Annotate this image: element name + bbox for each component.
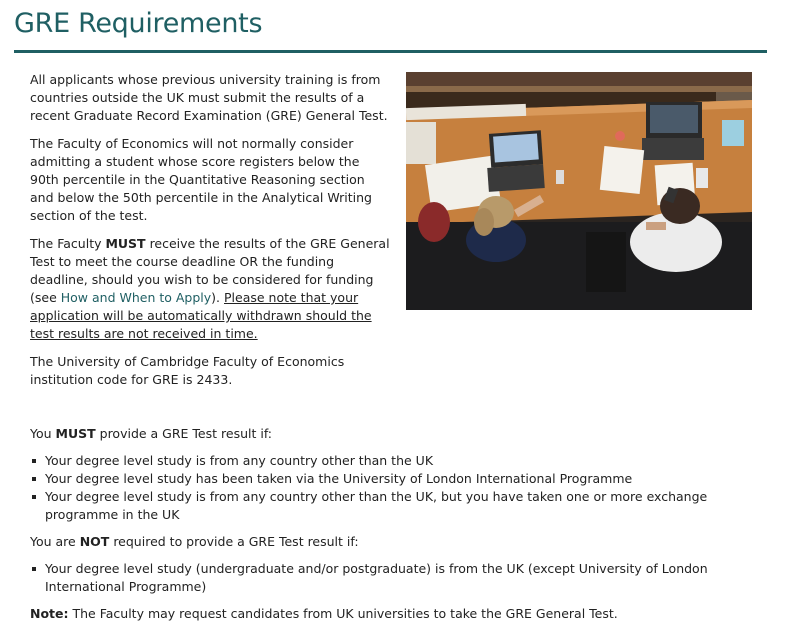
- intro-paragraph-3: [30, 235, 390, 343]
- note-text: The Faculty may request candidates from UK universities to take the GRE General Test.: [68, 606, 618, 621]
- intro-paragraph-2: The Faculty of Economics will not normally consider admitting a student whose score registers below the 90th percentile in the Quantitative Reasoning section and below the 50th percentile in the Analytical Writing section of the test.: [30, 136, 372, 223]
- must-list: [30, 452, 710, 524]
- must-lead: [30, 425, 710, 443]
- bullet-icon: [32, 567, 36, 571]
- withdrawal-warning: Please note that your application will be automatically withdrawn should the test results are not received in time.: [30, 290, 372, 341]
- must-lead-prefix: You: [30, 426, 56, 441]
- note-paragraph: [30, 605, 710, 623]
- not-lead-prefix: You are: [30, 534, 80, 549]
- title-divider: [14, 50, 767, 53]
- students-studying-photo: [406, 72, 752, 310]
- intro-paragraph-1: All applicants whose previous university training is from countries outside the UK must submit the results of a recent Graduate Record Examination (GRE) General Test.: [30, 72, 388, 123]
- not-required-lead: [30, 533, 710, 551]
- must-lead-suffix: provide a GRE Test result if:: [95, 426, 272, 441]
- p3-middle: receive the results of the GRE General Test to meet the course deadline OR the funding deadline, should you wish to be considered for funding (see: [30, 236, 390, 305]
- p3-after-link: ).: [211, 290, 224, 305]
- bullet-icon: [32, 477, 36, 481]
- requirements-section: [30, 425, 710, 632]
- bullet-icon: [32, 459, 36, 463]
- must-emphasis: MUST: [55, 426, 96, 441]
- must-item-text: Your degree level study is from any country other than the UK: [45, 453, 434, 468]
- not-lead-suffix: required to provide a GRE Test result if:: [109, 534, 359, 549]
- must-item-text: Your degree level study has been taken via the University of London International Programme: [45, 471, 633, 486]
- page-title: GRE Requirements: [14, 8, 263, 39]
- not-required-list: [30, 560, 710, 596]
- intro-paragraph-4: The University of Cambridge Faculty of Economics institution code for GRE is 2433.: [30, 354, 345, 387]
- photo-illustration: [406, 72, 752, 310]
- list-item: [30, 560, 710, 596]
- list-item: [30, 452, 710, 470]
- bullet-icon: [32, 495, 36, 499]
- list-item: [30, 488, 710, 524]
- not-emphasis: NOT: [79, 534, 110, 549]
- not-item-text: Your degree level study (undergraduate and/or postgraduate) is from the UK (except University of London International Programme): [45, 561, 708, 594]
- note-label: Note:: [30, 606, 69, 621]
- p3-prefix: The Faculty: [30, 236, 106, 251]
- p3-must-emphasis: MUST: [105, 236, 146, 251]
- intro-column: [30, 71, 390, 399]
- must-item-text: Your degree level study is from any country other than the UK, but you have taken one or more exchange programme in the UK: [45, 489, 708, 522]
- how-and-when-to-apply-link[interactable]: How and When to Apply: [60, 290, 212, 305]
- list-item: [30, 470, 710, 488]
